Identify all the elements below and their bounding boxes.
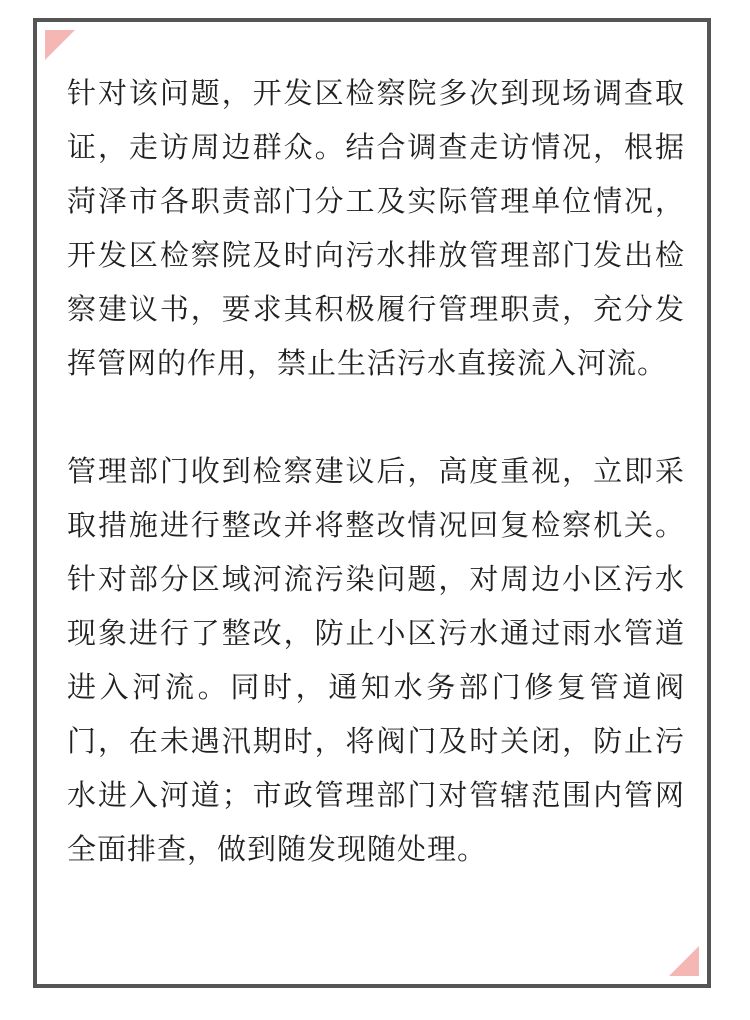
corner-decoration-top-left xyxy=(45,30,75,60)
paragraph-investigation: 针对该问题，开发区检察院多次到现场调查取证，走访周边群众。结合调查走访情况，根据菏泽市各职责部门分工及实际管理单位情况，开发区检察院及时向污水排放管理部门发出检察建议书，要求其积极履行管理职责，充分发挥管网的作用，禁止生活污水直接流入河流。 xyxy=(67,76,685,380)
corner-decoration-bottom-right xyxy=(669,946,699,976)
article-body xyxy=(67,66,685,876)
paragraph-rectification: 管理部门收到检察建议后，高度重视，立即采取措施进行整改并将整改情况回复检察机关。针对部分区域河流污染问题，对周边小区污水现象进行了整改，防止小区污水通过雨水管道进入河流。同时，通知水务部门修复管道阀门，在未遇汛期时，将阀门及时关闭，防止污水进入河道；市政管理部门对管辖范围内管网全面排查，做到随发现随处理。 xyxy=(67,454,685,866)
article-frame xyxy=(33,18,711,988)
